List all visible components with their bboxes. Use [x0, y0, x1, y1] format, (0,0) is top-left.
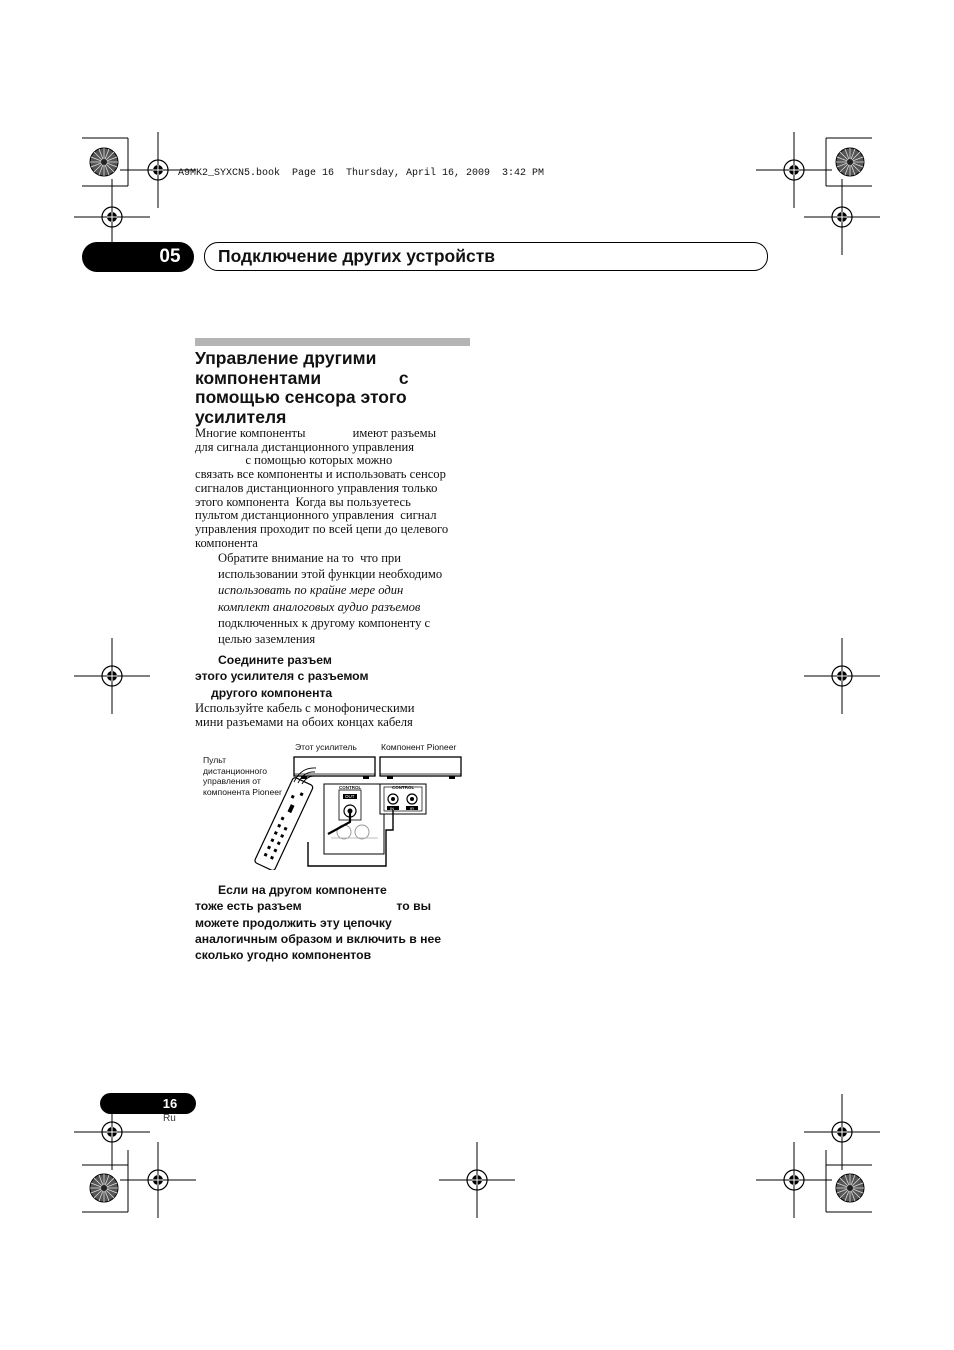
- intro-line: пультом дистанционного управления сигнал: [195, 508, 437, 523]
- step-2-line: Если на другом компоненте: [218, 883, 387, 897]
- note-paragraph: [218, 550, 478, 647]
- intro-line: компонента: [195, 535, 258, 550]
- note-line: Обратите внимание на то что при: [218, 551, 401, 565]
- section-divider-bar: [195, 338, 470, 346]
- page-language: Ru: [163, 1113, 176, 1124]
- step-2-line: тоже есть разъем то вы: [195, 899, 431, 914]
- intro-line: Многие компоненты имеют разъемы: [195, 426, 437, 440]
- intro-line: для сигнала дистанционного управления: [195, 439, 415, 454]
- page-number: 16: [162, 1096, 178, 1111]
- step-2-line: сколько угодно компонентов: [195, 948, 372, 963]
- intro-line: с помощью которых можно: [195, 453, 393, 468]
- pioneer-unit: [380, 757, 461, 779]
- jack-label-control: CONTROL: [339, 785, 362, 790]
- jack-label-control-pioneer: CONTROL: [392, 785, 415, 790]
- remote-control: [254, 777, 314, 870]
- step-2-line: можете продолжить эту цепочку: [195, 915, 392, 930]
- label-pioneer-component: Компонент Pioneer: [381, 742, 457, 752]
- step-1-body-line: мини разъемами на обоих концах кабеля: [195, 714, 413, 729]
- intro-line: сигналов дистанционного управления только: [195, 480, 438, 495]
- heading-line: помощью сенсора этого: [195, 387, 407, 407]
- note-line: подключенных к другому компоненту с: [218, 615, 431, 630]
- step-1-heading: [195, 652, 475, 701]
- connection-diagram-drawing: [196, 738, 468, 870]
- intro-paragraph: [195, 427, 475, 550]
- jack-label-ir: IR: [410, 806, 414, 811]
- chapter-number: 05: [159, 246, 181, 267]
- step-1-line: этого усилителя с разъемом: [195, 669, 369, 684]
- label-remote: Пульт дистанционного управления от компонента Pioneer: [203, 755, 282, 797]
- jack-label-out: OUT: [345, 794, 355, 799]
- chapter-title: Подключение других устройств: [218, 246, 496, 266]
- file-info-header: A9MK2_SYXCN5.book Page 16 Thursday, April 16, 2009 3:42 PM: [178, 168, 545, 179]
- heading-line: усилителя: [195, 406, 287, 427]
- heading-line: компонентами с: [195, 367, 409, 388]
- note-line-italic: использовать по крайне мере один: [218, 583, 404, 598]
- intro-line: управления проходит по всей цепи до целевого: [195, 521, 449, 536]
- section-heading: [195, 349, 475, 427]
- step-1-line: другого компонента: [211, 685, 333, 700]
- amplifier-unit: [294, 757, 375, 779]
- label-this-amplifier: Этот усилитель: [295, 742, 357, 752]
- note-line: использовании этой функции необходимо: [218, 567, 443, 582]
- note-line-italic: комплект аналоговых аудио разъемов: [218, 599, 421, 614]
- connection-diagram: [196, 738, 468, 870]
- step-1-body: [195, 702, 475, 729]
- jack-label-in: IN: [390, 806, 394, 811]
- step-2-line: аналогичным образом и включить в нее: [195, 931, 442, 946]
- intro-line: этого компонента Когда вы пользуетесь: [195, 494, 411, 509]
- step-1-line: Соедините разъем: [218, 653, 332, 667]
- intro-line: связать все компоненты и использовать сенсор: [195, 467, 446, 482]
- step-1-body-line: Используйте кабель с монофоническими: [195, 701, 415, 715]
- heading-line: Управление другими: [195, 348, 377, 368]
- step-2-heading: [195, 882, 477, 963]
- note-line: целью заземления: [218, 632, 316, 647]
